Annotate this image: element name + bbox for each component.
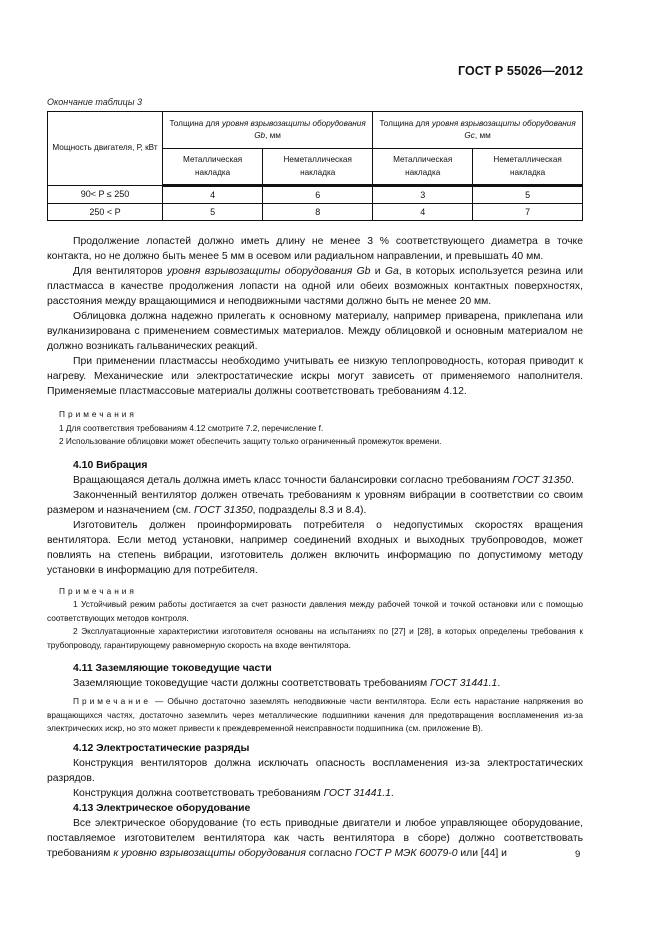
cell-value: 3 xyxy=(373,186,473,204)
note-item: 2 Использование облицовки может обеспечить защиту только ограниченный промежуток времени. xyxy=(59,436,442,446)
notes-block-2 xyxy=(47,585,583,653)
sub-header-gb-nonmetal: Неметаллическая накладка xyxy=(263,149,373,186)
main-text xyxy=(47,234,583,861)
cell-value: 8 xyxy=(263,204,373,221)
sub-header-gb-metal: Металлическая накладка xyxy=(163,149,263,186)
group-gc-suffix: , мм xyxy=(474,131,491,140)
cell-value: 5 xyxy=(473,186,583,204)
note-item: 1 Для соответствия требованиям 4.12 смотрите 7.2, перечисление f. xyxy=(59,422,324,433)
section-heading-4-12: 4.12 Электростатические разряды xyxy=(73,742,250,754)
paragraph: Вращающаяся деталь должна иметь класс точности балансировки согласно требованиям ГОСТ 31350. xyxy=(73,474,574,486)
cell-value: 7 xyxy=(473,204,583,221)
paragraph: Облицовка должна надежно прилегать к основному материалу, например приварена, приклепана или вулканизирована с применением совместимых материалов. Между облицовкой и основным материалом не должно возникать гальванических реакций. xyxy=(47,311,583,352)
col-header-power: Мощность двигателя, Р, кВт xyxy=(48,112,163,186)
paragraph: Законченный вентилятор должен отвечать требованиям к уровням вибрации в соответствии со своим размером и назначением (см. ГОСТ 31350, подразделы 8.3 и 8.4). xyxy=(47,489,583,516)
paragraph: Для вентиляторов уровня взрывозащиты оборудования Gb и Ga, в которых используется резина или пластмасса в качестве продолжения лопасти на одной или обеих возможных контактных поверхностях, расстояния между вращающимися и неподвижными частями должно быть не менее 20 мм. xyxy=(47,266,584,307)
group-gc-italic: уровня взрывозащиты оборудования Gc xyxy=(431,118,576,140)
section-heading-4-13: 4.13 Электрическое оборудование xyxy=(73,802,251,814)
table-row xyxy=(48,186,583,204)
page-number: 9 xyxy=(575,849,581,860)
sub-header-gc-nonmetal: Неметаллическая накладка xyxy=(473,149,583,186)
note-item: 1 Устойчивый режим работы достигается за счет разности давления между рабочей точкой и точкой остановки или с помощью соответствующих методов контроля. xyxy=(47,599,583,623)
col-group-gc xyxy=(373,112,583,149)
group-gb-prefix: Толщина для xyxy=(169,118,222,128)
paragraph: При применении пластмассы необходимо учитывать ее низкую теплопроводность, которая приводит к нагреву. Механические или электростатические искры могут зависеть от применяемого наполнителя. Применяемые пластмассовые материалы должны соответствовать требованиям 4.12. xyxy=(47,356,583,397)
sub-header-gc-metal: Металлическая накладка xyxy=(373,149,473,186)
group-gc-prefix: Толщина для xyxy=(379,118,432,128)
paragraph: Изготовитель должен проинформировать потребителя о недопустимых скоростях вращения вентилятора. Если метод установки, например соединений входных и выходных трубопроводов, может повлиять на степень вибрации, изготовитель должен включить информацию по допустимому методу установки в информацию для потребителя. xyxy=(47,519,583,576)
table-caption: Окончание таблицы 3 xyxy=(47,97,142,107)
cell-power: 250 < P xyxy=(48,204,163,221)
note-item: Примечание — Обычно достаточно заземлять неподвижные части вентилятора. Если есть нарастание напряжения во вращающихся частях, достаточно заземлить через металлические подшипники качения для предотвращения воспламенения из-за электрических искр, но это может привести к преждевременной неисправности подшипника (см. приложение В). xyxy=(47,696,583,733)
note-item: 2 Эксплуатационные характеристики изготовителя основаны на испытаниях по [27] и [28], в которых определены требования к трубопроводу, гарантирующему равномерную скорость на входе вентилятора. xyxy=(47,626,583,650)
table-3-continuation xyxy=(47,111,583,221)
paragraph: Заземляющие токоведущие части должны соответствовать требованиям ГОСТ 31441.1. xyxy=(73,678,501,689)
group-gb-italic: уровня взрывозащиты оборудования Gb xyxy=(221,118,366,140)
cell-value: 5 xyxy=(163,204,263,221)
section-heading-4-11: 4.11 Заземляющие токоведущие части xyxy=(73,663,272,674)
group-gb-suffix: , мм xyxy=(265,131,281,140)
col-group-gb xyxy=(163,112,373,149)
paragraph: Продолжение лопастей должно иметь длину не менее 3 % соответствующего диаметра в точке контакта, но не должно быть менее 5 мм в осевом или радиальном направлении, и превышать 40 мм. xyxy=(47,236,583,262)
section-heading-4-10: 4.10 Вибрация xyxy=(73,459,148,471)
notes-title: Примечания xyxy=(59,585,137,596)
notes-block-1 xyxy=(47,408,583,449)
notes-title: Примечания xyxy=(59,409,137,419)
table-row xyxy=(48,204,583,221)
note-block-4-11 xyxy=(47,695,583,736)
paragraph: Конструкция вентиляторов должна исключать опасность воспламенения из-за электростатических разрядов. xyxy=(47,757,583,784)
cell-value: 6 xyxy=(263,186,373,204)
document-id-header: ГОСТ Р 55026—2012 xyxy=(457,64,583,78)
cell-value: 4 xyxy=(163,186,263,204)
paragraph: Конструкция должна соответствовать требованиям ГОСТ 31441.1. xyxy=(73,787,394,799)
cell-power: 90< P ≤ 250 xyxy=(48,186,163,204)
cell-value: 4 xyxy=(373,204,473,221)
paragraph: Все электрическое оборудование (то есть приводные двигатели и любое управляющее оборудование, поставляемое изготовителем вентилятора как часть вентилятора в сборе) должно соответствовать требованиям к уровню взрывозащиты оборудования согласно ГОСТ Р МЭК 60079-0 или [44] и xyxy=(47,817,583,859)
